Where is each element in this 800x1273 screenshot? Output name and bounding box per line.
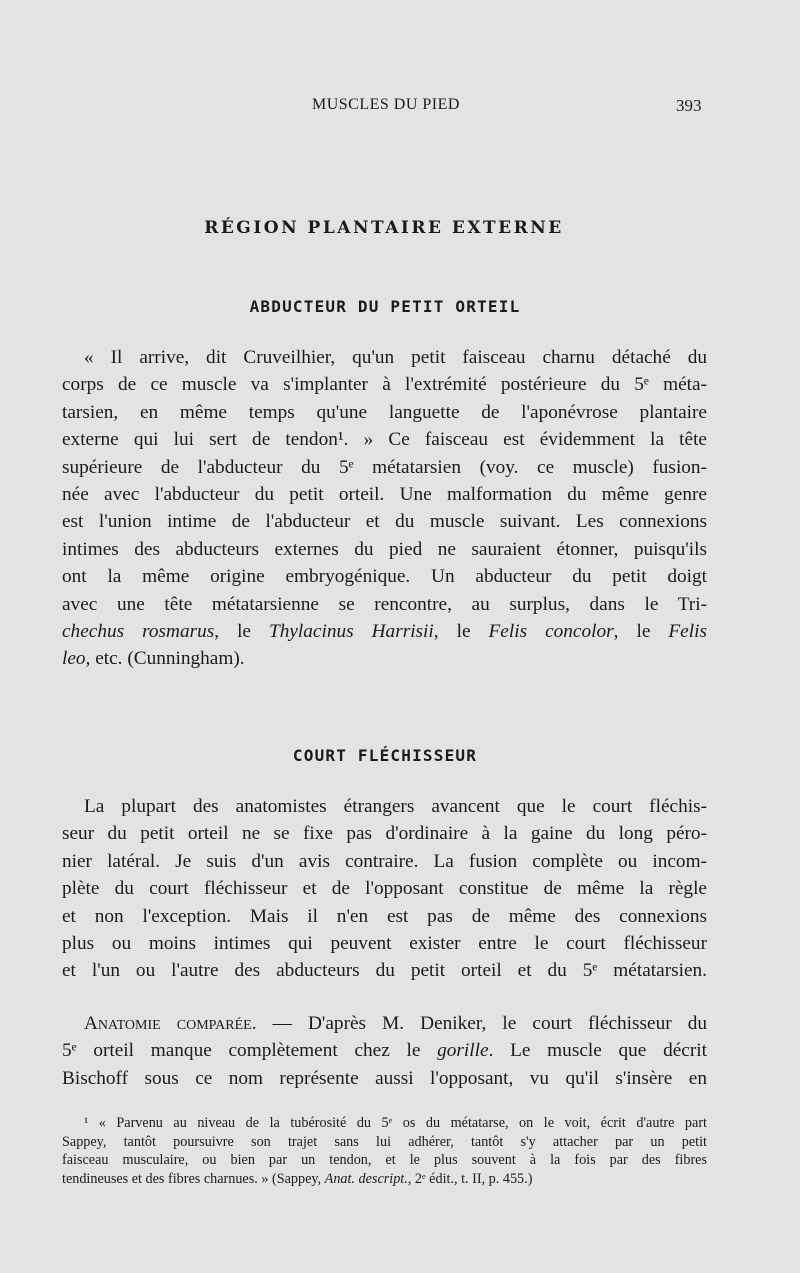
paragraph-anatomie-comparee (62, 1010, 707, 1092)
text-line: Bischoff sous ce nom représente aussi l'opposant, vu qu'il s'insère en (62, 1067, 707, 1089)
text-line: supérieure de l'abducteur du 5ᵉ métatarsien (voy. ce muscle) fusion- (62, 456, 707, 478)
section-heading-court-flechisseur: COURT FLÉCHISSEUR (292, 746, 478, 765)
text-line: plète du court fléchisseur et de l'opposant constitue de même la règle (62, 878, 707, 900)
paragraph-abducteur (62, 344, 707, 673)
footnote (62, 1114, 707, 1188)
species-name: chechus rosmarus (62, 621, 215, 643)
species-name: Thylacinus Harrisii (269, 621, 434, 643)
paragraph-court-flechisseur (62, 793, 707, 985)
footnote-line: ¹ « Parvenu au niveau de la tubérosité du 5ᵉ os du métatarse, on le voit, écrit d'autre part (84, 1115, 707, 1131)
text-line: La plupart des anatomistes étrangers avancent que le court fléchis- (84, 796, 707, 817)
species-name: Felis concolor (488, 621, 614, 643)
page-number: 393 (676, 96, 702, 115)
species-name: leo, (62, 648, 91, 670)
section-heading-abducteur: ABDUCTEUR DU PETIT ORTEIL (249, 297, 521, 316)
running-head (0, 96, 800, 120)
text-line: intimes des abducteurs externes du pied ne sauraient étonner, puisqu'ils (62, 538, 707, 560)
text-line: « Il arrive, dit Cruveilhier, qu'un petit faisceau charnu détaché du (84, 347, 707, 368)
text-line: avec une tête métatarsienne se rencontre, au surplus, dans le Tri- (62, 593, 707, 615)
footnote-line: tendineuses et des fibres charnues. » (Sappey, Anat. descript., 2ᵉ édit., t. II, p. 455.) (62, 1170, 533, 1187)
text-line: corps de ce muscle va s'implanter à l'extrémité postérieure du 5ᵉ méta- (62, 374, 707, 396)
text-line: Anatomie comparée. — D'après M. Deniker, le court fléchisseur du (84, 1013, 707, 1034)
species-name: gorille (437, 1040, 489, 1062)
citation-title: Anat. descript. (324, 1170, 408, 1187)
running-title: MUSCLES DU PIED (312, 96, 460, 113)
footnote-line: Sappey, tantôt poursuivre son trajet sans lui adhérer, tantôt s'y attacher par un petit (62, 1133, 707, 1150)
text-line: née avec l'abducteur du petit orteil. Une malformation du même genre (62, 484, 707, 506)
text-line: chechus rosmarus, le Thylacinus Harrisii, le Felis concolor, le Felis (62, 621, 707, 643)
footnote-line: faisceau musculaire, ou bien par un tendon, et le plus souvent à la fois par des fibres (62, 1152, 707, 1168)
text-line: leo, etc. (Cunningham). (62, 648, 245, 670)
text-line: et l'un ou l'autre des abducteurs du petit orteil et du 5ᵉ métatarsien. (62, 960, 707, 982)
text-line: 5ᵉ orteil manque complètement chez le gorille. Le muscle que décrit (62, 1040, 707, 1062)
text-line: ont la même origine embryogénique. Un abducteur du petit doigt (62, 566, 707, 588)
region-title: RÉGION PLANTAIRE EXTERNE (204, 218, 564, 238)
section-label: Anatomie comparée. (84, 1013, 257, 1034)
text-line: seur du petit orteil ne se fixe pas d'ordinaire à la gaine du long péro- (62, 823, 707, 845)
text-line: tarsien, en même temps qu'une languette de l'aponévrose plantaire (62, 401, 707, 423)
species-name: Felis (668, 621, 707, 643)
text-line: et non l'exception. Mais il n'en est pas de même des connexions (62, 905, 707, 927)
text-line: nier latéral. Je suis d'un avis contraire. La fusion complète ou incom- (62, 850, 707, 872)
text-line: externe qui lui sert de tendon¹. » Ce faisceau est évidemment la tête (62, 429, 707, 451)
text-line: est l'union intime de l'abducteur et du muscle suivant. Les connexions (62, 511, 707, 533)
text-line: plus ou moins intimes qui peuvent exister entre le court fléchisseur (62, 933, 707, 955)
